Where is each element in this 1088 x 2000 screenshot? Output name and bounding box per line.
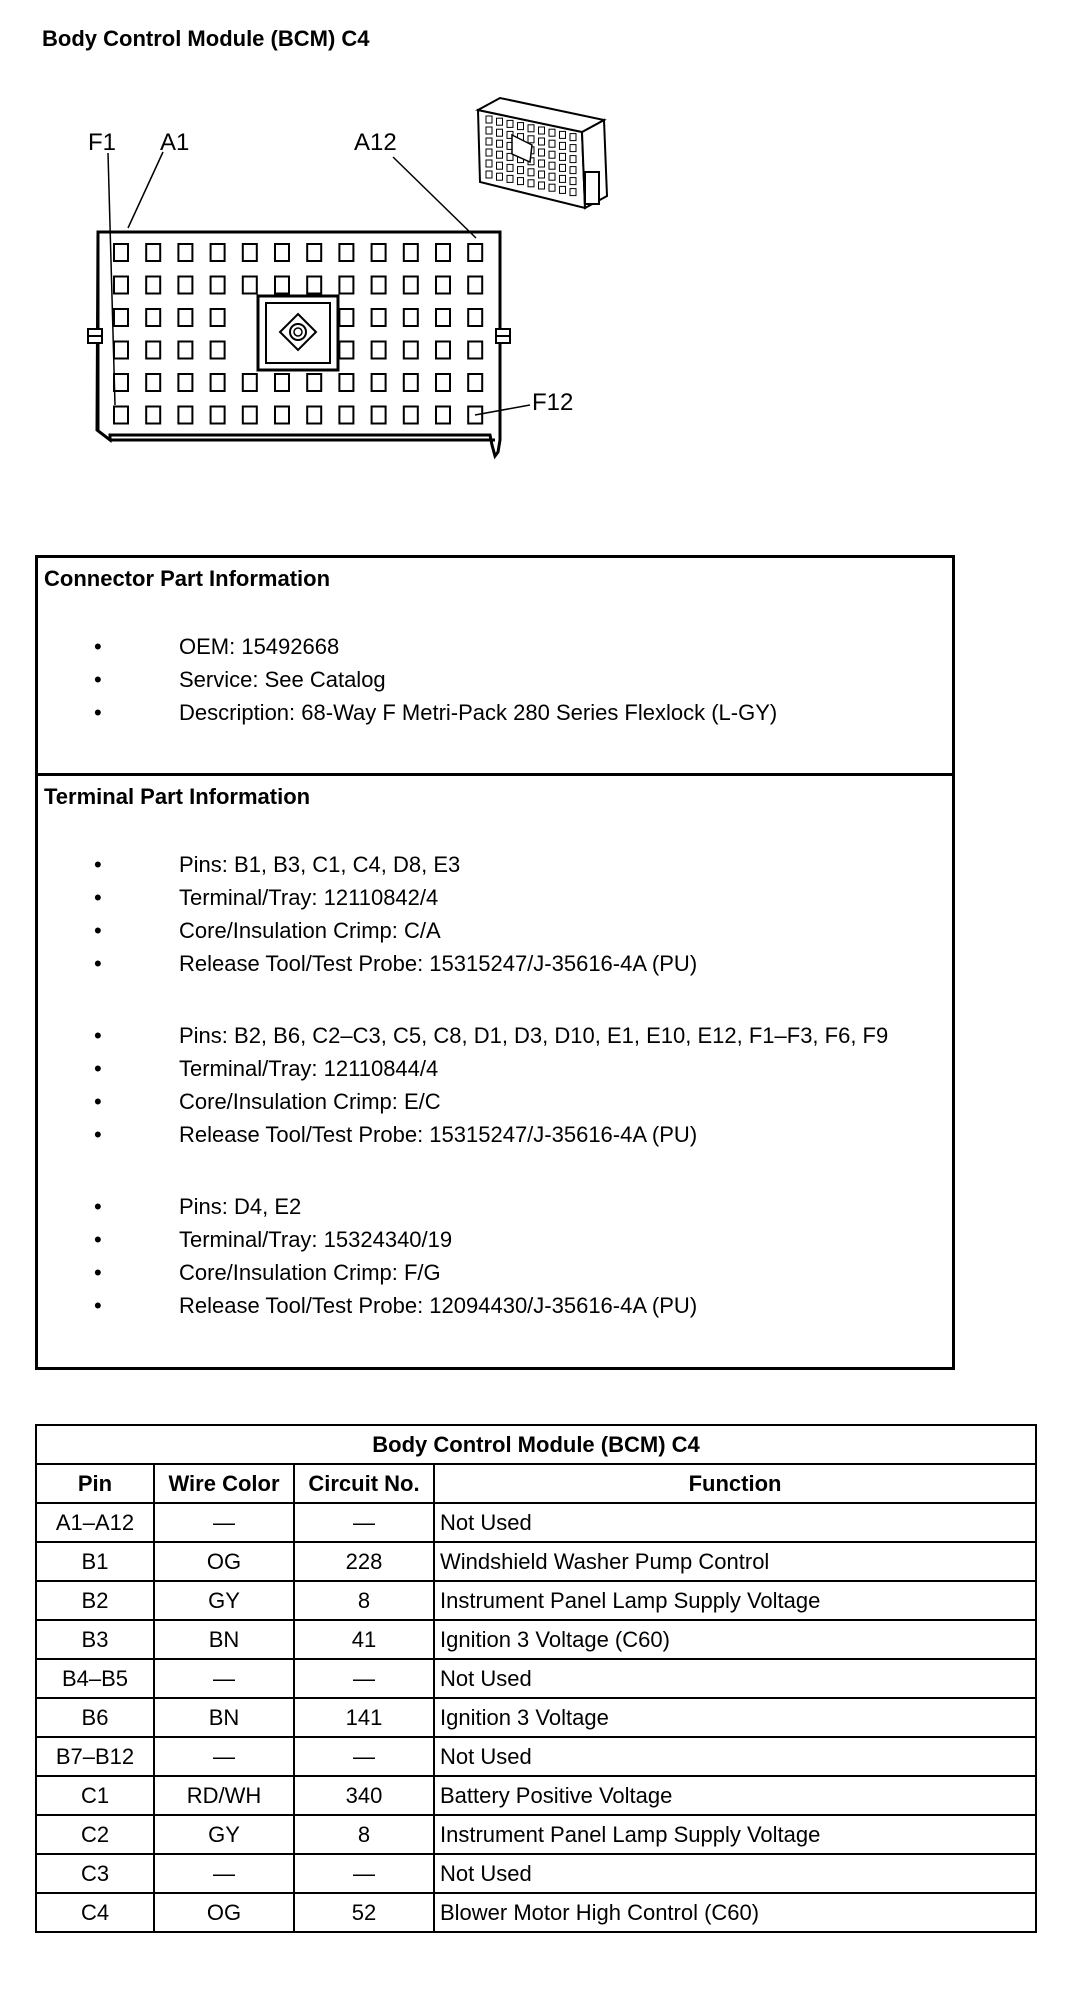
list-item: • Pins: B1, B3, C1, C4, D8, E3 bbox=[94, 848, 697, 881]
pin-cavity bbox=[243, 374, 257, 391]
column-header-wire-color: Wire Color bbox=[154, 1464, 294, 1503]
connector-info-list bbox=[94, 630, 777, 729]
iso-pin-cavity bbox=[549, 184, 555, 191]
list-item: • Core/Insulation Crimp: F/G bbox=[94, 1256, 697, 1289]
pin-cavity bbox=[243, 407, 257, 424]
pin-cavity bbox=[146, 407, 160, 424]
table-row bbox=[36, 1854, 1036, 1893]
circuit-no-cell: — bbox=[294, 1854, 434, 1893]
pin-cavity bbox=[339, 309, 353, 326]
pin-cavity bbox=[178, 407, 192, 424]
iso-pin-cavity bbox=[497, 129, 503, 136]
pin-cavity bbox=[468, 342, 482, 359]
column-header-circuit-no: Circuit No. bbox=[294, 1464, 434, 1503]
pin-cavity bbox=[275, 374, 289, 391]
right-latch bbox=[496, 329, 510, 343]
pin-cavity bbox=[211, 309, 225, 326]
iso-pin-cavity bbox=[539, 138, 545, 145]
iso-pin-cavity bbox=[549, 151, 555, 158]
wire-color-cell: — bbox=[154, 1854, 294, 1893]
wire-color-cell: OG bbox=[154, 1893, 294, 1932]
pin-cell: C1 bbox=[36, 1776, 154, 1815]
iso-pin-cavity bbox=[560, 153, 566, 160]
pin-cavity bbox=[436, 374, 450, 391]
circuit-no-cell: 340 bbox=[294, 1776, 434, 1815]
wire-color-cell: — bbox=[154, 1737, 294, 1776]
terminal-group-2 bbox=[94, 1019, 888, 1151]
list-item: • Release Tool/Test Probe: 15315247/J-35616-4A (PU) bbox=[94, 1118, 888, 1151]
circuit-no-cell: 141 bbox=[294, 1698, 434, 1737]
wire-color-cell: RD/WH bbox=[154, 1776, 294, 1815]
iso-pin-cavity bbox=[560, 142, 566, 149]
pin-cavity bbox=[436, 244, 450, 261]
list-item: • Description: 68-Way F Metri-Pack 280 Series Flexlock (L-GY) bbox=[94, 696, 777, 729]
circuit-no-cell: — bbox=[294, 1737, 434, 1776]
function-cell: Not Used bbox=[434, 1503, 1036, 1542]
function-cell: Blower Motor High Control (C60) bbox=[434, 1893, 1036, 1932]
table-row bbox=[36, 1698, 1036, 1737]
circuit-no-cell: 8 bbox=[294, 1581, 434, 1620]
pin-cavity bbox=[178, 342, 192, 359]
list-item: • Terminal/Tray: 12110842/4 bbox=[94, 881, 697, 914]
pin-cavity bbox=[275, 277, 289, 294]
pin-cavity bbox=[211, 244, 225, 261]
pin-cell: C2 bbox=[36, 1815, 154, 1854]
pin-cavity bbox=[404, 407, 418, 424]
pin-cavity bbox=[436, 342, 450, 359]
iso-pin-cavity bbox=[518, 178, 524, 185]
pin-cell: C4 bbox=[36, 1893, 154, 1932]
pin-cavity bbox=[243, 244, 257, 261]
iso-pin-cavity bbox=[539, 127, 545, 134]
pin-cavity bbox=[372, 244, 386, 261]
pin-cavity bbox=[275, 244, 289, 261]
pin-cavity bbox=[468, 309, 482, 326]
pin-cavity bbox=[372, 407, 386, 424]
function-cell: Not Used bbox=[434, 1737, 1036, 1776]
list-item: • Terminal/Tray: 15324340/19 bbox=[94, 1223, 697, 1256]
iso-pin-cavity bbox=[539, 149, 545, 156]
pin-cavity bbox=[178, 244, 192, 261]
list-item: • Release Tool/Test Probe: 15315247/J-35616-4A (PU) bbox=[94, 947, 697, 980]
pin-cell: A1–A12 bbox=[36, 1503, 154, 1542]
pin-function-table bbox=[35, 1424, 1037, 1933]
pin-cell: B7–B12 bbox=[36, 1737, 154, 1776]
iso-pin-cavity bbox=[549, 129, 555, 136]
table-row bbox=[36, 1815, 1036, 1854]
iso-pin-cavity bbox=[497, 118, 503, 125]
list-item: • Core/Insulation Crimp: E/C bbox=[94, 1085, 888, 1118]
pin-cavity bbox=[275, 407, 289, 424]
column-header-pin: Pin bbox=[36, 1464, 154, 1503]
pin-cavity bbox=[339, 407, 353, 424]
wire-color-cell: — bbox=[154, 1659, 294, 1698]
function-cell: Instrument Panel Lamp Supply Voltage bbox=[434, 1815, 1036, 1854]
pin-cavity bbox=[146, 277, 160, 294]
pin-cavity bbox=[146, 244, 160, 261]
iso-pin-cavity bbox=[560, 164, 566, 171]
iso-pin-cavity bbox=[507, 175, 513, 182]
pin-cavity bbox=[404, 277, 418, 294]
wire-color-cell: GY bbox=[154, 1815, 294, 1854]
iso-pin-cavity bbox=[570, 156, 576, 163]
pin-cavity bbox=[468, 244, 482, 261]
pin-cavity bbox=[436, 309, 450, 326]
iso-pin-cavity bbox=[528, 169, 534, 176]
iso-pin-cavity bbox=[549, 173, 555, 180]
pin-cavity bbox=[307, 244, 321, 261]
pin-cavity bbox=[114, 244, 128, 261]
iso-pin-cavity bbox=[507, 164, 513, 171]
table-row bbox=[36, 1737, 1036, 1776]
pin-cell: C3 bbox=[36, 1854, 154, 1893]
pin-cavity bbox=[114, 407, 128, 424]
pin-cavity bbox=[372, 309, 386, 326]
function-cell: Battery Positive Voltage bbox=[434, 1776, 1036, 1815]
connector-isometric-icon bbox=[478, 98, 607, 208]
pin-cavity bbox=[404, 374, 418, 391]
pin-cavity bbox=[114, 342, 128, 359]
part-information-box bbox=[35, 555, 955, 1370]
list-item: • Release Tool/Test Probe: 12094430/J-35616-4A (PU) bbox=[94, 1289, 697, 1322]
pin-cavity bbox=[436, 407, 450, 424]
iso-pin-cavity bbox=[528, 136, 534, 143]
iso-pin-cavity bbox=[549, 162, 555, 169]
iso-pin-cavity bbox=[549, 140, 555, 147]
pin-cell: B6 bbox=[36, 1698, 154, 1737]
iso-pin-cavity bbox=[486, 127, 492, 134]
table-caption: Body Control Module (BCM) C4 bbox=[36, 1425, 1036, 1464]
page-title: Body Control Module (BCM) C4 bbox=[42, 26, 370, 51]
wire-color-cell: BN bbox=[154, 1698, 294, 1737]
iso-pin-cavity bbox=[486, 160, 492, 167]
iso-pin-cavity bbox=[539, 160, 545, 167]
iso-pin-cavity bbox=[486, 149, 492, 156]
callout-f12: F12 bbox=[532, 389, 574, 416]
table-row bbox=[36, 1542, 1036, 1581]
table-row bbox=[36, 1776, 1036, 1815]
pin-cavity bbox=[211, 342, 225, 359]
function-cell: Not Used bbox=[434, 1659, 1036, 1698]
list-item: • Pins: D4, E2 bbox=[94, 1190, 697, 1223]
pin-cavity bbox=[468, 277, 482, 294]
table-row bbox=[36, 1659, 1036, 1698]
pin-cavity bbox=[436, 277, 450, 294]
connector-diagram bbox=[0, 0, 1088, 480]
pin-cell: B3 bbox=[36, 1620, 154, 1659]
center-boss bbox=[258, 296, 338, 370]
callout-f1: F1 bbox=[88, 129, 117, 156]
pin-cavity bbox=[372, 277, 386, 294]
circuit-no-cell: 8 bbox=[294, 1815, 434, 1854]
terminal-group-3 bbox=[94, 1190, 697, 1322]
iso-pin-cavity bbox=[570, 167, 576, 174]
table-row bbox=[36, 1503, 1036, 1542]
list-item: • OEM: 15492668 bbox=[94, 630, 777, 663]
pin-cell: B4–B5 bbox=[36, 1659, 154, 1698]
pin-cavity bbox=[404, 342, 418, 359]
left-latch bbox=[88, 329, 102, 343]
list-item: • Core/Insulation Crimp: C/A bbox=[94, 914, 697, 947]
circuit-no-cell: 228 bbox=[294, 1542, 434, 1581]
iso-pin-cavity bbox=[528, 125, 534, 132]
wire-color-cell: GY bbox=[154, 1581, 294, 1620]
function-cell: Windshield Washer Pump Control bbox=[434, 1542, 1036, 1581]
pin-cavity bbox=[468, 374, 482, 391]
table-row bbox=[36, 1893, 1036, 1932]
column-header-function: Function bbox=[434, 1464, 1036, 1503]
pin-cavity bbox=[211, 374, 225, 391]
terminal-part-info bbox=[38, 776, 952, 1367]
iso-pin-cavity bbox=[570, 189, 576, 196]
iso-pin-cavity bbox=[497, 162, 503, 169]
iso-pin-cavity bbox=[497, 173, 503, 180]
iso-pin-cavity bbox=[486, 138, 492, 145]
pin-cell: B2 bbox=[36, 1581, 154, 1620]
pin-cavity bbox=[339, 342, 353, 359]
iso-pin-cavity bbox=[518, 167, 524, 174]
wire-color-cell: BN bbox=[154, 1620, 294, 1659]
terminal-group-1 bbox=[94, 848, 697, 980]
pin-cavity bbox=[114, 277, 128, 294]
circuit-no-cell: — bbox=[294, 1659, 434, 1698]
pin-cavity bbox=[404, 309, 418, 326]
iso-pin-cavity bbox=[560, 175, 566, 182]
iso-pin-cavity bbox=[507, 120, 513, 127]
list-item: • Service: See Catalog bbox=[94, 663, 777, 696]
pin-cavity bbox=[307, 277, 321, 294]
pin-cavity bbox=[211, 277, 225, 294]
iso-pin-cavity bbox=[528, 180, 534, 187]
terminal-info-title: Terminal Part Information bbox=[44, 784, 311, 809]
pin-cavity bbox=[339, 244, 353, 261]
callout-a12: A12 bbox=[354, 129, 397, 156]
list-item: • Terminal/Tray: 12110844/4 bbox=[94, 1052, 888, 1085]
list-item: • Pins: B2, B6, C2–C3, C5, C8, D1, D3, D10, E1, E10, E12, F1–F3, F6, F9 bbox=[94, 1019, 888, 1052]
pin-cavity bbox=[307, 407, 321, 424]
function-cell: Ignition 3 Voltage (C60) bbox=[434, 1620, 1036, 1659]
circuit-no-cell: 41 bbox=[294, 1620, 434, 1659]
iso-pin-cavity bbox=[560, 186, 566, 193]
pin-cavity bbox=[146, 309, 160, 326]
connector-part-info bbox=[38, 558, 952, 776]
iso-pin-cavity bbox=[539, 171, 545, 178]
pin-cavity bbox=[372, 342, 386, 359]
pin-cavity bbox=[211, 407, 225, 424]
wire-color-cell: OG bbox=[154, 1542, 294, 1581]
iso-pin-cavity bbox=[570, 134, 576, 141]
iso-pin-cavity bbox=[486, 116, 492, 123]
circuit-no-cell: 52 bbox=[294, 1893, 434, 1932]
table-row bbox=[36, 1581, 1036, 1620]
pin-cavity bbox=[114, 374, 128, 391]
function-cell: Not Used bbox=[434, 1854, 1036, 1893]
function-cell: Instrument Panel Lamp Supply Voltage bbox=[434, 1581, 1036, 1620]
pin-cavity bbox=[372, 374, 386, 391]
circuit-no-cell: — bbox=[294, 1503, 434, 1542]
pin-cavity bbox=[339, 277, 353, 294]
iso-pin-cavity bbox=[539, 182, 545, 189]
pin-cavity bbox=[114, 309, 128, 326]
pin-cavity bbox=[178, 374, 192, 391]
function-cell: Ignition 3 Voltage bbox=[434, 1698, 1036, 1737]
iso-pin-cavity bbox=[570, 145, 576, 152]
iso-pin-cavity bbox=[570, 178, 576, 185]
pin-cavity bbox=[243, 277, 257, 294]
pin-cavity bbox=[146, 342, 160, 359]
iso-pin-cavity bbox=[497, 151, 503, 158]
pin-cavity bbox=[146, 374, 160, 391]
pin-cavity bbox=[178, 309, 192, 326]
table-row bbox=[36, 1620, 1036, 1659]
pin-cavity bbox=[339, 374, 353, 391]
iso-pin-cavity bbox=[560, 131, 566, 138]
wire-color-cell: — bbox=[154, 1503, 294, 1542]
iso-pin-cavity bbox=[486, 171, 492, 178]
pin-cavity bbox=[307, 374, 321, 391]
pin-cell: B1 bbox=[36, 1542, 154, 1581]
iso-pin-cavity bbox=[497, 140, 503, 147]
pin-cavity bbox=[404, 244, 418, 261]
pin-cavity bbox=[178, 277, 192, 294]
callout-a1: A1 bbox=[160, 129, 190, 156]
iso-pin-cavity bbox=[518, 123, 524, 130]
connector-info-title: Connector Part Information bbox=[44, 566, 331, 591]
